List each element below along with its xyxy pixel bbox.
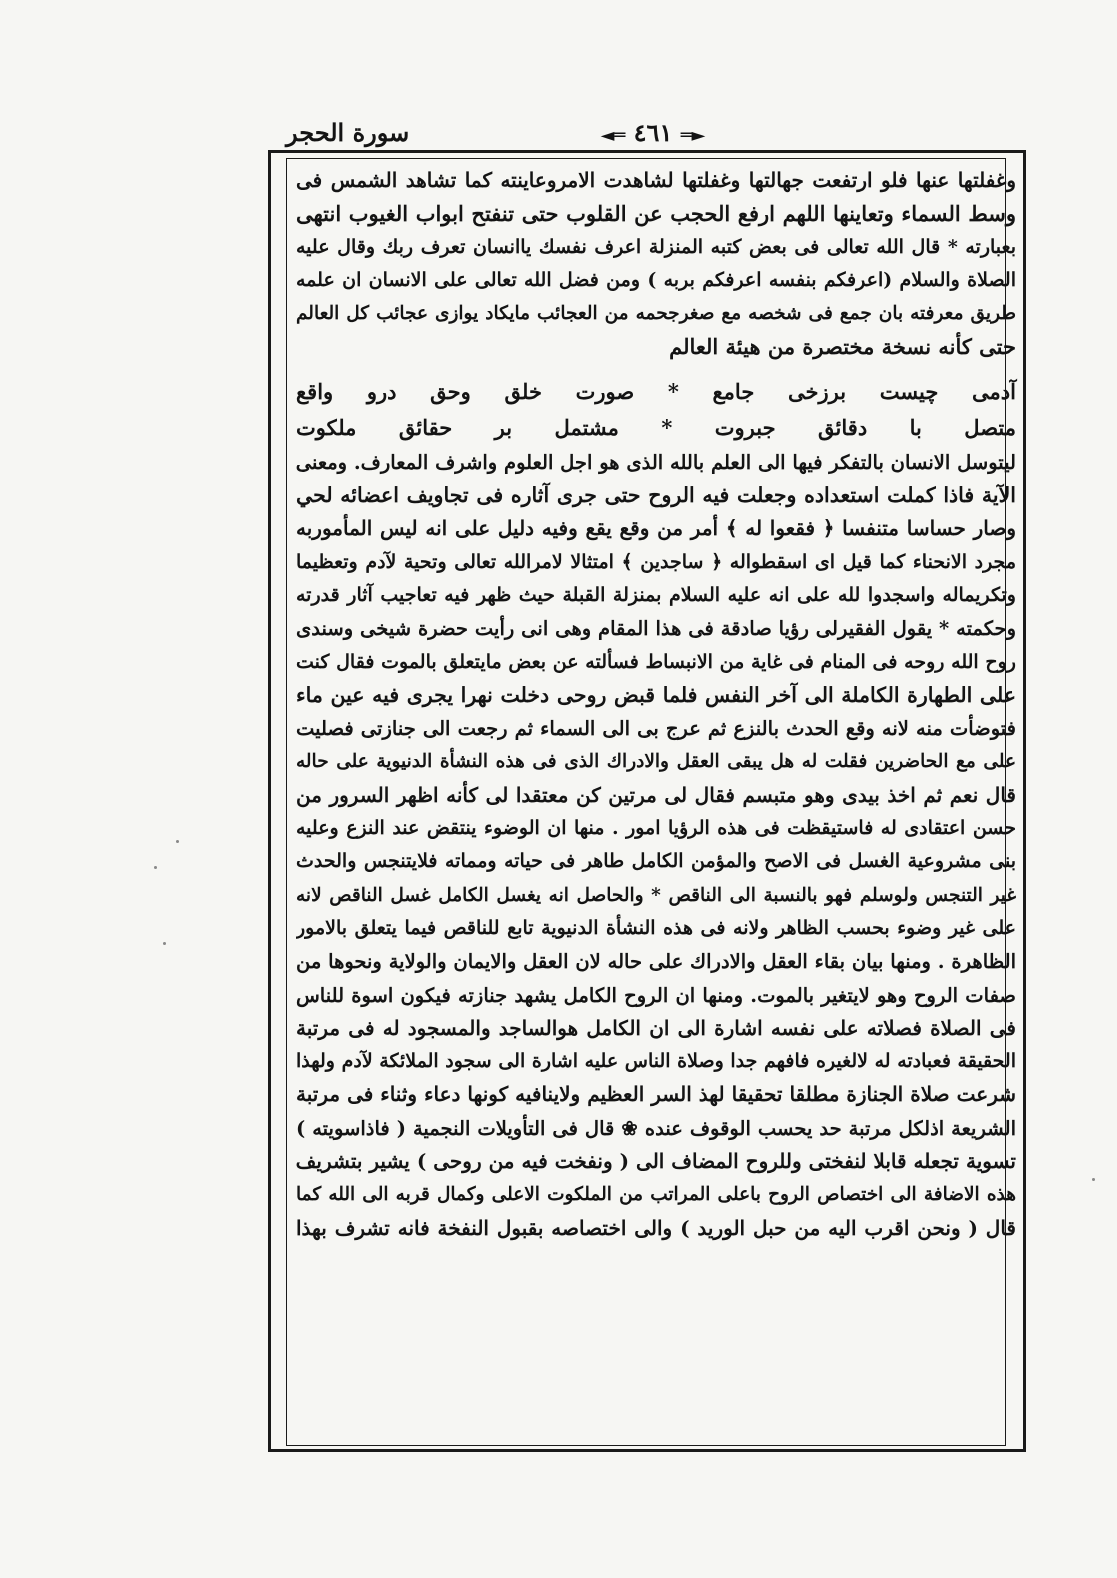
text-line: فتوضأت منه لانه وقع الحدث بالنزع ثم عرج بى الى السماء ثم رجعت الى جنازتى فصليت: [296, 717, 1016, 741]
text-line: هذه الاضافة الى اختصاص الروح باعلى المراتب من الملكوت الاعلى وكمال قربه الى الله كما: [296, 1184, 1016, 1206]
text-line: وغفلتها عنها فلو ارتفعت جهالتها وغفلتها لشاهدت الامروعاينته كما تشاهد الشمس فى: [296, 168, 1016, 192]
scan-speck: [154, 866, 157, 869]
surah-title: سورة الحجر: [286, 118, 410, 147]
text-line: مجرد الانحناء كما قيل اى اسقطواله ﴿ ساجدين ﴾ امتثالا لامرالله تعالى وتحية لآدم وتعظيما: [296, 550, 1016, 573]
text-line: وصار حساسا متنفسا ﴿ فقعوا له ﴾ أمر من وقع يقع وفيه دليل على انه ليس المأموربه: [296, 516, 1016, 541]
text-line: وتكريماله واسجدوا لله على انه عليه السلام بمنزلة القبلة حيث ظهر فيه تعاجيب آثار قدرته: [296, 583, 1016, 606]
text-line: الشريعة اذلكل مرتبة حد يحسب الوقوف عنده ❀ قال فى التأويلات النجمية ( فاذاسويته ): [296, 1116, 1016, 1140]
verse-line: متصل با دقائق جبروت * مشتمل بر حقائق ملكوت: [296, 414, 1016, 440]
text-line: طريق معرفته بان جمع فى شخصه مع صغرجحمه من العجائب مايكاد يوازى عجائب كل العالم: [296, 303, 1016, 325]
text-line: بعبارته * قال الله تعالى فى بعض كتبه المنزلة اعرف نفسك ياانسان تعرف ربك وقال عليه: [296, 235, 1016, 258]
text-line: فى الصلاة فصلاته على نفسه اشارة الى ان الكامل هوالساجد والمسجود له فى مرتبة: [296, 1015, 1016, 1040]
text-line: حسن اعتقادى له فاستيقظت فى هذه الرؤيا امور . منها ان الوضوء ينتقض عند النزع وعليه: [296, 817, 1016, 840]
ornament-right-icon: ═►: [680, 125, 706, 146]
scan-speck: [163, 942, 166, 945]
text-line: الظاهرة . ومنها بيان بقاء العقل والادراك على حاله لان العقل والايمان والولاية ونحوها من: [296, 950, 1016, 974]
text-line: الصلاة والسلام (اعرفكم بنفسه اعرفكم بربه ) ومن فضل الله تعالى على الانسان ان علمه: [296, 268, 1016, 291]
text-line: حتى كأنه نسخة مختصرة من هيئة العالم: [669, 334, 1016, 360]
verse-line: آدمى چيست برزخى جامع * صورت خلق وحق درو واقع: [296, 378, 1016, 404]
text-line: تسوية تجعله قابلا لنفختى وللروح المضاف الى ( ونفخت فيه من روحى ) يشير بتشريف: [296, 1149, 1016, 1174]
page-number-value: ٤٦١: [633, 118, 673, 147]
scan-speck: [176, 840, 179, 843]
text-line: صفات الروح وهو لايتغير بالموت. ومنها ان الروح الكامل يشهد جنازته فيكون اسوة للناس: [296, 983, 1016, 1007]
text-line: غير التنجس ولوسلم فهو بالنسبة الى الناقص * والحاصل انه يغسل الكامل غسل الناقص لانه: [296, 884, 1016, 906]
text-line: الحقيقة فعبادته له لالغيره فافهم جدا وصلاة الناس عليه اشارة الى سجود الملائكة لآدم ولهذا: [296, 1050, 1016, 1073]
text-line: وسط السماء وتعاينها اللهم ارفع الحجب عن القلوب حتى تنفتح ابواب الغيوب انتهى: [296, 201, 1016, 227]
persian-verses: [296, 374, 1016, 446]
page-body: [296, 164, 1016, 1245]
text-line: بنى مشروعية الغسل فى الاصح والمؤمن الكامل طاهر فى حياته ومماته فلايتنجس والحدث: [296, 850, 1016, 873]
text-line: وحكمته * يقول الفقيرلى رؤيا صادقة فى هذا المقام وهى انى رأيت حضرة شيخى وسندى: [296, 617, 1016, 641]
text-line: قال ( ونحن اقرب اليه من حبل الوريد ) والى اختصاصه بقبول النفخة فانه تشرف بهذا: [296, 1215, 1016, 1240]
text-line: قال نعم ثم اخذ بيدى وهو متبسم فقال لى مرتين كن معتقدا لى كأنه اظهر السرور من: [296, 782, 1016, 807]
text-line: شرعت صلاة الجنازة مطلقا تحقيقا لهذ السر العظيم ولاينافيه كونها دعاء وثناء فى مرتبة: [296, 1082, 1016, 1107]
text-line: على غير وضوء بحسب الظاهر ولانه فى هذه النشأة الدنيوية تابع للناقص فيما يتعلق بالامور: [296, 916, 1016, 939]
paragraph-1: [296, 164, 1016, 364]
text-line: ليتوسل الانسان بالتفكر فيها الى العلم بالله الذى هو اجل العلوم واشرف المعارف. ومعنى: [296, 450, 1016, 474]
text-line: روح الله روحه فى المنام فى غاية من الانبساط فسألته عن بعض مايتعلق بالموت فقال كنت: [296, 650, 1016, 673]
scan-speck: [1092, 1178, 1095, 1181]
page-number: [598, 118, 708, 147]
paragraph-2: [296, 446, 1016, 1245]
ornament-left-icon: ◄═: [600, 125, 626, 146]
text-line: الآية فاذا كملت استعداده وجعلت فيه الروح حتى جرى آثاره فى تجاويف اعضائه لحي: [296, 483, 1016, 508]
text-line: على الطهارة الكاملة الى آخر النفس فلما قبض روحى دخلت نهرا يجرى فيه عين ماء: [296, 682, 1016, 707]
text-line: على مع الحاضرين فقلت له هل يبقى العقل والادراك الذى فى هذه النشأة الدنيوية على حاله: [296, 751, 1016, 773]
